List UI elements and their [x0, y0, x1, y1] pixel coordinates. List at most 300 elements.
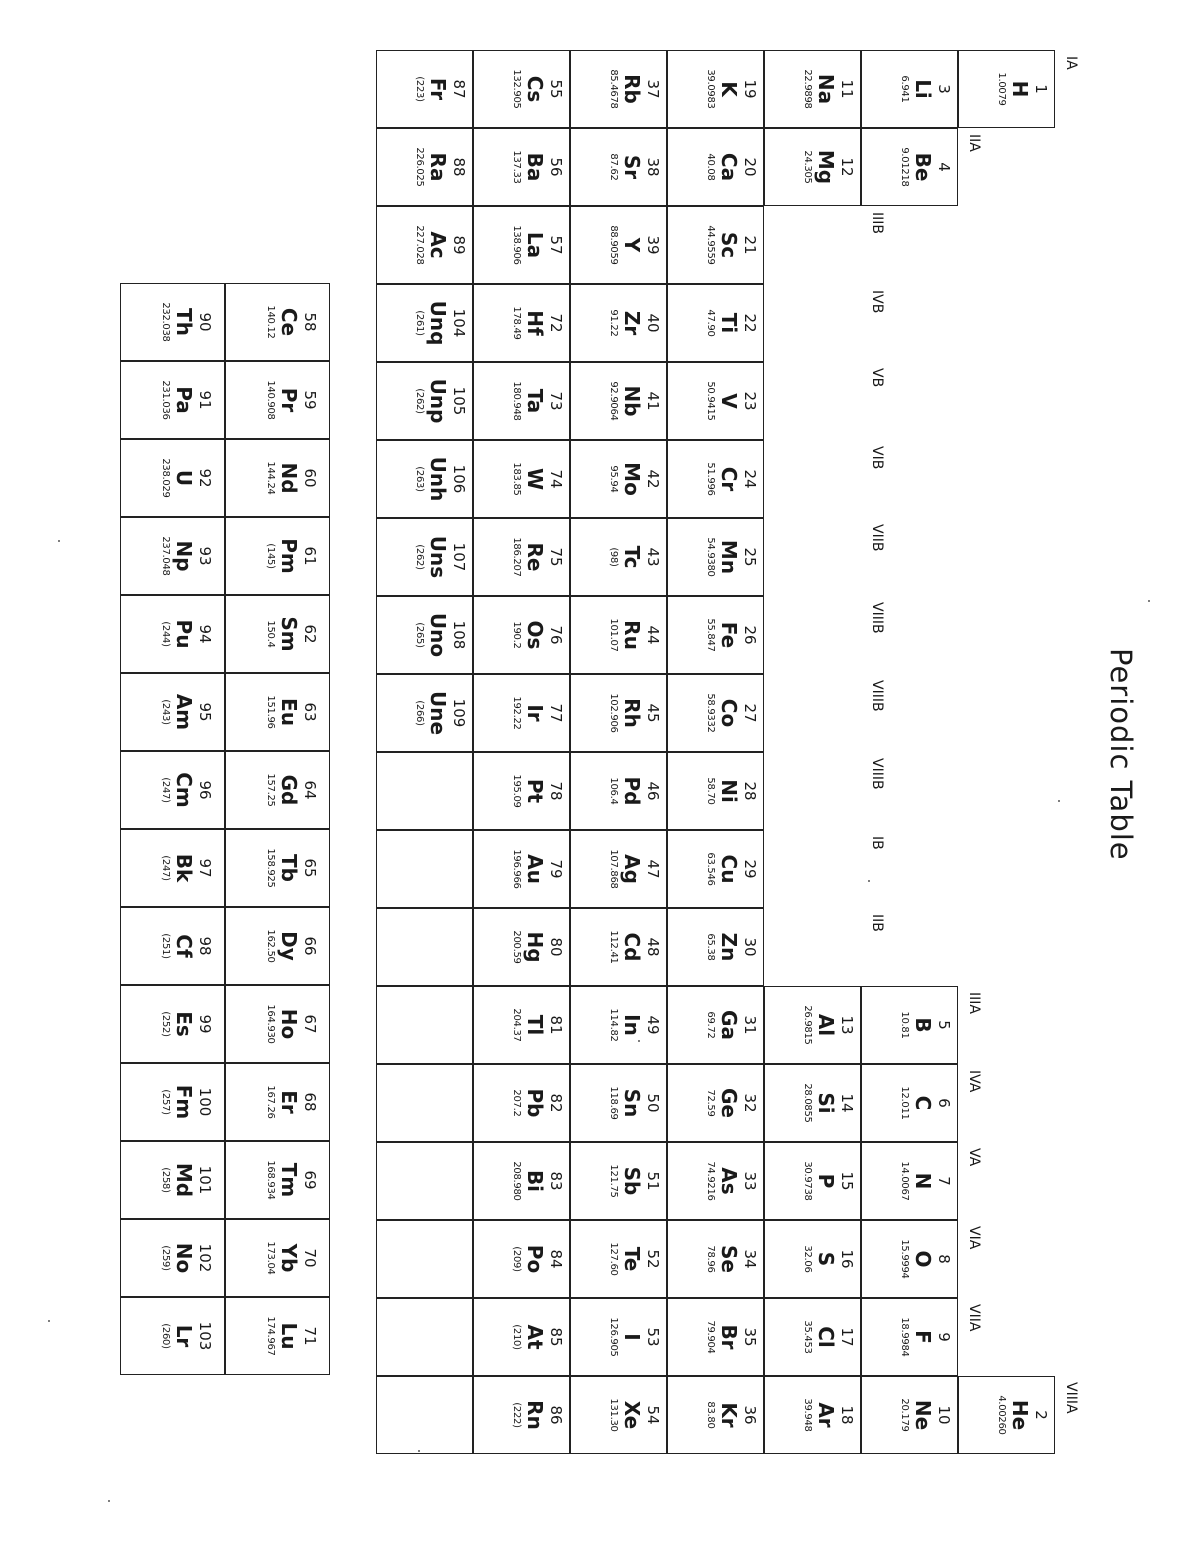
element-cell-v [667, 362, 764, 440]
atomic-mass: 50.9415 [705, 381, 717, 421]
element-symbol: Ag [620, 854, 645, 884]
element-cell-c [861, 1064, 958, 1142]
atomic-number: 24 [741, 469, 759, 489]
atomic-mass: 44.9559 [705, 225, 717, 265]
atomic-number: 4 [935, 162, 953, 172]
atomic-number: 20 [741, 157, 759, 177]
atomic-mass: 157.25 [265, 773, 277, 807]
atomic-number: 66 [301, 936, 319, 956]
atomic-mass: 167.26 [265, 1085, 277, 1119]
element-symbol: Au [523, 854, 548, 884]
group-label: IVA [966, 1070, 982, 1093]
element-symbol: Eu [277, 698, 302, 726]
element-symbol: Cu [717, 854, 742, 884]
element-symbol: Tl [523, 1014, 548, 1036]
element-cell-ga [667, 986, 764, 1064]
element-symbol: Une [426, 690, 451, 736]
atomic-number: 37 [644, 79, 662, 99]
element-cell-be [861, 128, 958, 206]
element-cell-pt [473, 752, 570, 830]
atomic-number: 8 [935, 1254, 953, 1264]
atomic-mass: (247) [160, 777, 172, 803]
element-symbol: F [911, 1330, 936, 1344]
element-cell-ne [861, 1376, 958, 1454]
lanthanide-cell-pr [225, 361, 330, 439]
element-symbol: No [172, 1242, 197, 1274]
atomic-number: 87 [450, 79, 468, 99]
atomic-mass: 91.22 [608, 309, 620, 337]
atomic-mass: 30.9738 [802, 1161, 814, 1201]
lanthanide-cell-tm [225, 1141, 330, 1219]
group-label: VIIIB [869, 602, 885, 634]
atomic-mass: (209) [511, 1246, 523, 1272]
actinide-cell-no [120, 1219, 225, 1297]
atomic-mass: 51.996 [705, 462, 717, 496]
element-symbol: Bi [523, 1169, 548, 1193]
atomic-mass: 195.09 [511, 774, 523, 808]
element-cell-au [473, 830, 570, 908]
atomic-mass: 190.2 [511, 621, 523, 649]
atomic-number: 15 [838, 1171, 856, 1191]
actinide-cell-md [120, 1141, 225, 1219]
element-cell-b [861, 986, 958, 1064]
atomic-mass: 6.941 [899, 75, 911, 103]
atomic-number: 19 [741, 79, 759, 99]
group-label: VIIIA [1063, 1382, 1079, 1414]
element-cell-os [473, 596, 570, 674]
element-symbol: Ho [277, 1008, 302, 1040]
element-cell-nb [570, 362, 667, 440]
atomic-number: 14 [838, 1093, 856, 1113]
atomic-number: 34 [741, 1249, 759, 1269]
element-cell-k [667, 50, 764, 128]
atomic-mass: 106.4 [608, 777, 620, 805]
lanthanide-cell-dy [225, 907, 330, 985]
element-cell-ar [764, 1376, 861, 1454]
element-symbol: Fe [717, 621, 742, 649]
element-symbol: Al [814, 1013, 839, 1037]
atomic-number: 102 [196, 1243, 214, 1273]
atomic-number: 3 [935, 84, 953, 94]
atomic-number: 18 [838, 1405, 856, 1425]
element-cell-n [861, 1142, 958, 1220]
element-symbol: Pa [172, 386, 197, 414]
atomic-number: 86 [547, 1405, 565, 1425]
scan-speck [1058, 800, 1060, 802]
atomic-number: 77 [547, 703, 565, 723]
element-cell-na [764, 50, 861, 128]
atomic-mass: 65.38 [705, 933, 717, 961]
element-symbol: Te [620, 1246, 645, 1272]
scan-speck [868, 880, 870, 882]
atomic-number: 55 [547, 79, 565, 99]
atomic-number: 64 [301, 780, 319, 800]
atomic-number: 94 [196, 624, 214, 644]
element-cell-ir [473, 674, 570, 752]
element-symbol: Si [814, 1092, 839, 1114]
element-symbol: Unp [426, 378, 451, 424]
element-cell-la [473, 206, 570, 284]
atomic-number: 68 [301, 1092, 319, 1112]
actinide-cell-cm [120, 751, 225, 829]
atomic-number: 99 [196, 1014, 214, 1034]
element-symbol: Unh [426, 456, 451, 502]
lanthanide-cell-yb [225, 1219, 330, 1297]
element-symbol: Rn [523, 1400, 548, 1430]
atomic-mass: 107.868 [608, 849, 620, 889]
element-cell-tc [570, 518, 667, 596]
atomic-number: 97 [196, 858, 214, 878]
atomic-number: 27 [741, 703, 759, 723]
atomic-mass: 1.0079 [996, 72, 1008, 106]
element-cell-li [861, 50, 958, 128]
atomic-number: 31 [741, 1015, 759, 1035]
element-symbol: Tc [620, 545, 645, 569]
atomic-number: 59 [301, 390, 319, 410]
atomic-mass: 231.036 [160, 380, 172, 420]
element-cell-at [473, 1298, 570, 1376]
atomic-number: 44 [644, 625, 662, 645]
atomic-mass: (263) [414, 466, 426, 492]
element-cell-cs [473, 50, 570, 128]
atomic-number: 28 [741, 781, 759, 801]
lanthanide-cell-lu [225, 1297, 330, 1375]
atomic-mass: 78.96 [705, 1245, 717, 1273]
element-symbol: P [814, 1173, 839, 1189]
element-symbol: Pu [172, 619, 197, 649]
element-symbol: Ti [717, 312, 742, 334]
atomic-number: 60 [301, 468, 319, 488]
element-cell-ge [667, 1064, 764, 1142]
element-cell-in [570, 986, 667, 1064]
element-symbol: Bk [172, 853, 197, 883]
atomic-number: 45 [644, 703, 662, 723]
element-symbol: Nb [620, 385, 645, 417]
atomic-number: 17 [838, 1327, 856, 1347]
element-symbol: Yb [277, 1243, 302, 1273]
atomic-mass: (251) [160, 933, 172, 959]
element-symbol: Mn [717, 539, 742, 575]
element-symbol: Cs [523, 75, 548, 103]
lanthanide-cell-tb [225, 829, 330, 907]
element-symbol: Be [911, 152, 936, 182]
element-symbol: Ar [814, 1402, 839, 1428]
atomic-number: 104 [450, 308, 468, 338]
atomic-number: 75 [547, 547, 565, 567]
element-symbol: Er [277, 1090, 302, 1114]
element-symbol: Unq [426, 300, 451, 346]
element-symbol: Tm [277, 1162, 302, 1198]
atomic-mass: 32.06 [802, 1245, 814, 1273]
element-cell-zn [667, 908, 764, 986]
element-symbol: Ru [620, 620, 645, 650]
atomic-number: 89 [450, 235, 468, 255]
element-cell-rn [473, 1376, 570, 1454]
atomic-number: 36 [741, 1405, 759, 1425]
element-cell-ni [667, 752, 764, 830]
atomic-number: 22 [741, 313, 759, 333]
element-symbol: Pt [523, 778, 548, 804]
atomic-mass: 101.07 [608, 618, 620, 652]
element-cell-o [861, 1220, 958, 1298]
element-cell-h [958, 50, 1055, 128]
atomic-number: 95 [196, 702, 214, 722]
actinide-cell-cf [120, 907, 225, 985]
atomic-number: 39 [644, 235, 662, 255]
atomic-number: 108 [450, 620, 468, 650]
actinide-cell-fm [120, 1063, 225, 1141]
group-label: IIIA [966, 992, 982, 1014]
empty-cell [376, 1298, 473, 1376]
atomic-number: 12 [838, 157, 856, 177]
atomic-mass: 183.85 [511, 462, 523, 496]
element-symbol: Xe [620, 1400, 645, 1430]
element-cell-ti [667, 284, 764, 362]
element-symbol: W [523, 467, 548, 491]
element-symbol: Ta [523, 388, 548, 414]
element-cell-ag [570, 830, 667, 908]
atomic-mass: 39.948 [802, 1398, 814, 1432]
element-cell-sr [570, 128, 667, 206]
atomic-number: 88 [450, 157, 468, 177]
lanthanide-cell-ho [225, 985, 330, 1063]
lanthanide-cell-ce [225, 283, 330, 361]
element-symbol: Hg [523, 931, 548, 963]
element-cell-pb [473, 1064, 570, 1142]
element-symbol: Sn [620, 1088, 645, 1118]
element-cell-zr [570, 284, 667, 362]
atomic-number: 23 [741, 391, 759, 411]
element-symbol: Li [911, 79, 936, 99]
atomic-number: 51 [644, 1171, 662, 1191]
atomic-mass: 58.9332 [705, 693, 717, 733]
element-cell-po [473, 1220, 570, 1298]
empty-cell [376, 1376, 473, 1454]
atomic-number: 79 [547, 859, 565, 879]
element-cell-une [376, 674, 473, 752]
atomic-mass: 9.01218 [899, 147, 911, 187]
element-symbol: Cd [620, 932, 645, 962]
element-cell-mo [570, 440, 667, 518]
element-symbol: B [911, 1017, 936, 1033]
atomic-mass: 79.904 [705, 1320, 717, 1354]
element-cell-he [958, 1376, 1055, 1454]
atomic-mass: 121.75 [608, 1164, 620, 1198]
actinide-cell-am [120, 673, 225, 751]
atomic-mass: 28.0855 [802, 1083, 814, 1123]
lanthanide-cell-er [225, 1063, 330, 1141]
atomic-number: 16 [838, 1249, 856, 1269]
element-symbol: Re [523, 542, 548, 572]
scan-speck [638, 1040, 640, 1042]
element-symbol: Pm [277, 538, 302, 574]
element-cell-uno [376, 596, 473, 674]
element-symbol: Kr [717, 1402, 742, 1428]
group-label: VB [869, 368, 885, 388]
element-symbol: Sb [620, 1166, 645, 1196]
atomic-mass: (223) [414, 76, 426, 102]
element-cell-sn [570, 1064, 667, 1142]
lanthanide-cell-pm [225, 517, 330, 595]
atomic-number: 9 [935, 1332, 953, 1342]
empty-cell [376, 1142, 473, 1220]
atomic-number: 78 [547, 781, 565, 801]
element-symbol: Ga [717, 1010, 742, 1040]
element-symbol: La [523, 231, 548, 259]
atomic-number: 93 [196, 546, 214, 566]
element-symbol: Co [717, 698, 742, 728]
element-cell-ta [473, 362, 570, 440]
element-symbol: I [620, 1333, 645, 1341]
atomic-number: 81 [547, 1015, 565, 1035]
atomic-number: 53 [644, 1327, 662, 1347]
atomic-number: 91 [196, 390, 214, 410]
atomic-mass: 35.453 [802, 1320, 814, 1354]
element-symbol: He [1008, 1399, 1033, 1431]
atomic-mass: 87.62 [608, 153, 620, 181]
element-cell-ca [667, 128, 764, 206]
atomic-mass: (259) [160, 1245, 172, 1271]
atomic-mass: 132.905 [511, 69, 523, 109]
atomic-mass: 54.9380 [705, 537, 717, 577]
element-symbol: Se [717, 1245, 742, 1273]
element-cell-ru [570, 596, 667, 674]
atomic-mass: 12.011 [899, 1086, 911, 1120]
atomic-mass: 207.2 [511, 1089, 523, 1117]
element-symbol: Ge [717, 1088, 742, 1118]
element-symbol: Sr [620, 154, 645, 180]
atomic-mass: 144.24 [265, 461, 277, 495]
element-symbol: Pr [277, 387, 302, 413]
element-cell-xe [570, 1376, 667, 1454]
atomic-mass: 47.90 [705, 309, 717, 337]
empty-cell [376, 752, 473, 830]
element-cell-sc [667, 206, 764, 284]
empty-cell [376, 986, 473, 1064]
element-symbol: Hf [523, 310, 548, 336]
atomic-mass: (243) [160, 699, 172, 725]
element-symbol: Pb [523, 1088, 548, 1118]
element-symbol: Zr [620, 310, 645, 336]
element-symbol: Mo [620, 462, 645, 496]
element-cell-kr [667, 1376, 764, 1454]
atomic-number: 49 [644, 1015, 662, 1035]
atomic-number: 69 [301, 1170, 319, 1190]
atomic-mass: 40.08 [705, 153, 717, 181]
atomic-mass: 112.41 [608, 930, 620, 964]
element-cell-bi [473, 1142, 570, 1220]
atomic-mass: (260) [160, 1323, 172, 1349]
atomic-mass: (252) [160, 1011, 172, 1037]
atomic-number: 41 [644, 391, 662, 411]
group-label: IB [869, 836, 885, 850]
atomic-number: 100 [196, 1087, 214, 1117]
atomic-mass: 10.81 [899, 1011, 911, 1039]
atomic-mass: (222) [511, 1402, 523, 1428]
element-cell-tl [473, 986, 570, 1064]
group-label: IIIB [869, 212, 885, 234]
atomic-mass: 58.70 [705, 777, 717, 805]
atomic-mass: 18.9984 [899, 1317, 911, 1357]
atomic-number: 38 [644, 157, 662, 177]
element-symbol: S [814, 1251, 839, 1267]
atomic-number: 52 [644, 1249, 662, 1269]
atomic-mass: (261) [414, 310, 426, 336]
element-symbol: K [717, 81, 742, 97]
actinide-cell-pu [120, 595, 225, 673]
element-symbol: Np [172, 540, 197, 572]
element-symbol: Lr [172, 1324, 197, 1348]
scan-speck [418, 1450, 420, 1452]
actinide-cell-u [120, 439, 225, 517]
element-symbol: Os [523, 620, 548, 650]
atomic-number: 106 [450, 464, 468, 494]
atomic-number: 30 [741, 937, 759, 957]
lanthanide-cell-gd [225, 751, 330, 829]
element-symbol: Fr [426, 77, 451, 101]
element-symbol: Mg [814, 149, 839, 185]
atomic-mass: 69.72 [705, 1011, 717, 1039]
atomic-mass: 140.908 [265, 380, 277, 420]
element-symbol: Uns [426, 535, 451, 579]
atomic-mass: 131.30 [608, 1398, 620, 1432]
atomic-mass: 118.69 [608, 1086, 620, 1120]
element-cell-uns [376, 518, 473, 596]
element-cell-re [473, 518, 570, 596]
atomic-number: 72 [547, 313, 565, 333]
element-symbol: N [911, 1172, 936, 1190]
atomic-number: 7 [935, 1176, 953, 1186]
element-symbol: Ba [523, 152, 548, 182]
actinide-cell-bk [120, 829, 225, 907]
element-cell-mg [764, 128, 861, 206]
element-cell-ba [473, 128, 570, 206]
atomic-number: 29 [741, 859, 759, 879]
empty-cell [376, 830, 473, 908]
atomic-mass: 20.179 [899, 1398, 911, 1432]
atomic-mass: 173.04 [265, 1241, 277, 1275]
element-cell-y [570, 206, 667, 284]
element-cell-unp [376, 362, 473, 440]
actinide-cell-es [120, 985, 225, 1063]
atomic-mass: (98) [608, 547, 620, 567]
element-symbol: Sm [277, 616, 302, 652]
element-symbol: Sc [717, 231, 742, 259]
empty-cell [376, 908, 473, 986]
atomic-number: 40 [644, 313, 662, 333]
element-symbol: Ce [277, 307, 302, 337]
atomic-mass: 126.905 [608, 1317, 620, 1357]
atomic-mass: 164.930 [265, 1004, 277, 1044]
element-cell-s [764, 1220, 861, 1298]
element-cell-se [667, 1220, 764, 1298]
element-symbol: Tb [277, 854, 302, 882]
atomic-number: 54 [644, 1405, 662, 1425]
atomic-mass: 204.37 [511, 1008, 523, 1042]
element-symbol: Gd [277, 774, 302, 806]
element-cell-hg [473, 908, 570, 986]
element-cell-te [570, 1220, 667, 1298]
atomic-mass: 137.33 [511, 150, 523, 184]
group-label: VIA [966, 1226, 982, 1250]
element-cell-cl [764, 1298, 861, 1376]
element-symbol: Ra [426, 152, 451, 182]
element-cell-si [764, 1064, 861, 1142]
atomic-number: 83 [547, 1171, 565, 1191]
element-cell-ac [376, 206, 473, 284]
element-cell-ra [376, 128, 473, 206]
element-cell-unq [376, 284, 473, 362]
